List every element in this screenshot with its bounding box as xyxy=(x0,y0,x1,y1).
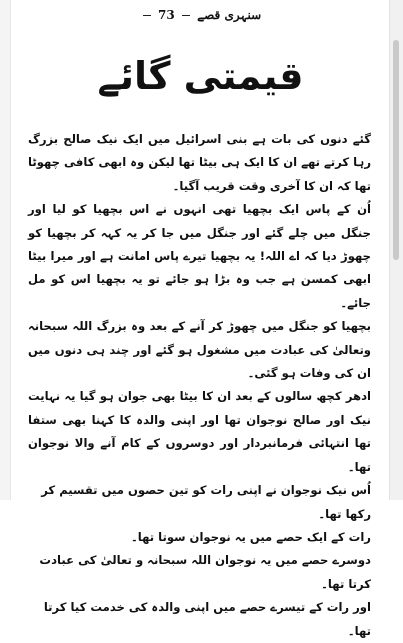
paragraph: اُن کے پاس ایک بچھیا تھی انہوں نے اس بچھیا کو لیا اور جنگل میں چلے گئے اور جنگل میں جا کر یہ کہہ کر بچھیا کو چھوڑ دیا کہ اے اللہ! یہ بچھیا تیرے پاس امانت ہے اور میرا بیٹا ابھی کمسن ہے جب وہ بڑا ہو جائے تو یہ بچھیا اس کو مل جائے۔ xyxy=(28,202,371,310)
viewer-left-edge xyxy=(0,0,11,500)
page-number: 73 xyxy=(158,8,175,22)
story-body xyxy=(28,128,371,643)
paragraph: بچھیا کو جنگل میں چھوڑ کر آنے کے بعد وہ بزرگ اللہ سبحانہ وتعالیٰ کی عبادت میں مشغول ہو گئے اور چند ہی دنوں میں ان کی وفات ہو گئی۔ xyxy=(28,319,371,381)
paragraph: دوسرے حصے میں یہ نوجوان اللہ سبحانہ و تعالیٰ کی عبادت کرتا تھا۔ xyxy=(39,553,371,591)
paragraph: اُس نیک نوجوان نے اپنی رات کو تین حصوں میں تقسیم کر رکھا تھا۔ xyxy=(41,483,371,521)
story-title: قیمتی گائے xyxy=(97,54,304,98)
header-dash xyxy=(182,15,190,16)
paragraph: ادھر کچھ سالوں کے بعد ان کا بیٹا بھی جوان ہو گیا یہ نہایت نیک اور صالح نوجوان تھا اور اپنی والدہ کا کہنا بھی ستفا تھا انتہائی فرمانبردار اور دوسروں کے کام آنے والا نوجوان تھا۔ xyxy=(28,389,371,474)
scrollbar-thumb[interactable] xyxy=(393,40,399,260)
paragraph: گئے دنوں کی بات ہے بنی اسرائیل میں ایک نیک صالح بزرگ رہا کرتے تھے ان کا ایک ہی بیٹا تھا لیکن وہ ابھی کافی چھوٹا تھا کہ ان کا آخری وقت قریب آگیا۔ xyxy=(28,132,371,193)
book-page xyxy=(14,0,387,638)
series-title: سنہری قصے xyxy=(197,8,262,22)
header-dash xyxy=(143,15,151,16)
paragraph: اور رات کے تیسرے حصے میں اپنی والدہ کی خدمت کیا کرتا تھا۔ xyxy=(43,600,371,638)
vertical-scrollbar[interactable] xyxy=(389,0,403,500)
paragraph: رات کے ایک حصے میں یہ نوجوان سوتا تھا۔ xyxy=(130,529,371,544)
page-header xyxy=(14,8,387,22)
